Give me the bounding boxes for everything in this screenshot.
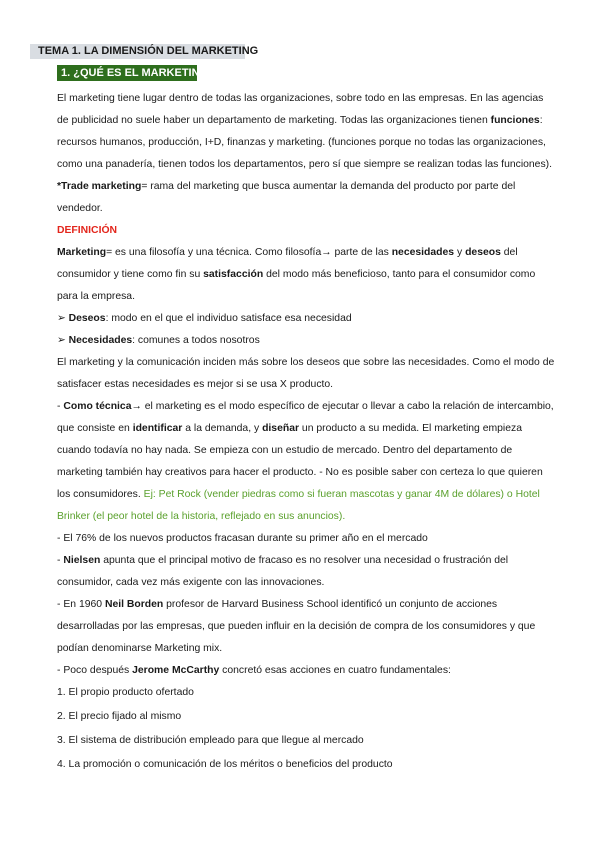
arrow-bullet-icon: ➢ [57, 313, 69, 324]
paragraph-comunicacion: El marketing y la comunicación inciden más sobre los deseos que sobre las necesidades. Como el modo de satisfacer estas necesidades es mejor si se usa X producto. [57, 357, 555, 390]
bullet-necesidades: ➢ Necesidades: comunes a todos nosotros [57, 335, 260, 346]
list-item: 1. El propio producto ofertado [57, 687, 194, 698]
paragraph-neil-borden: - En 1960 Neil Borden profesor de Harvard Business School identificó un conjunto de acciones desarrolladas por las empresas, que pueden influir en la decisión de compra de los consumidores y que podían denominarse Marketing mix. [57, 599, 536, 654]
paragraph-trade-marketing: *Trade marketing= rama del marketing que busca aumentar la demanda del producto por parte del vendedor. [57, 181, 516, 214]
marketing-mix-list [57, 682, 557, 776]
example-text: Ej: Pet Rock (vender piedras como si fueran mascotas y ganar 4M de dólares) o Hotel Brinker (el peor hotel de la historia, reflejado en sus anuncios). [57, 489, 540, 522]
list-item: 2. El precio fijado al mismo [57, 711, 182, 722]
definition-heading: DEFINICIÓN [57, 225, 118, 236]
list-item: 3. El sistema de distribución empleado para que llegue al mercado [57, 735, 364, 746]
paragraph-marketing-definition: Marketing= es una filosofía y una técnica. Como filosofía→ parte de las necesidades y deseos del consumidor y tiene como fin su satisfacción del modo más beneficioso, tanto para el consumidor como para la empresa. [57, 247, 536, 302]
list-item: 4. La promoción o comunicación de los méritos o beneficios del producto [57, 759, 393, 770]
paragraph-nielsen: - Nielsen apunta que el principal motivo de fracaso es no resolver una necesidad o frustración del consumidor, cada vez más exigente con las innovaciones. [57, 555, 509, 588]
paragraph-fracaso: - El 76% de los nuevos productos fracasan durante su primer año en el mercado [57, 533, 428, 544]
paragraph-mccarthy: - Poco después Jerome McCarthy concretó esas acciones en cuatro fundamentales: [57, 665, 451, 676]
paragraph-organizaciones: El marketing tiene lugar dentro de todas las organizaciones, sobre todo en las empresas. En las agencias de publicidad no suele haber un departamento de marketing. Todas las organizaciones tienen funciones: recursos humanos, producción, I+D, finanzas y marketing. (funciones porque no todas las organizaciones, como una panadería, tienen todos los departamentos, pero sí que siempre se realizan todas las funciones). [57, 93, 553, 170]
page-title: TEMA 1. LA DIMENSIÓN DEL MARKETING [30, 44, 245, 59]
document-body [57, 88, 557, 778]
bullet-deseos: ➢ Deseos: modo en el que el individuo satisface esa necesidad [57, 313, 352, 324]
arrow-bullet-icon: ➢ [57, 335, 69, 346]
paragraph-como-tecnica: - Como técnica→ el marketing es el modo específico de ejecutar o llevar a cabo la relación de intercambio, que consiste en identificar a la demanda, y diseñar un producto a su medida. El marketing empieza cuando todavía no hay nada. Se empieza con un estudio de mercado. Dentro del departamento de marketing también hay creativos para hacer el producto. - No es posible saber con certeza lo que quieren los consumidores. Ej: Pet Rock (vender piedras como si fueran mascotas y ganar 4M de dólares) o Hotel Brinker (el peor hotel de la historia, reflejado en sus anuncios). [57, 401, 554, 522]
section-heading: 1. ¿QUÉ ES EL MARKETING? [57, 65, 197, 81]
